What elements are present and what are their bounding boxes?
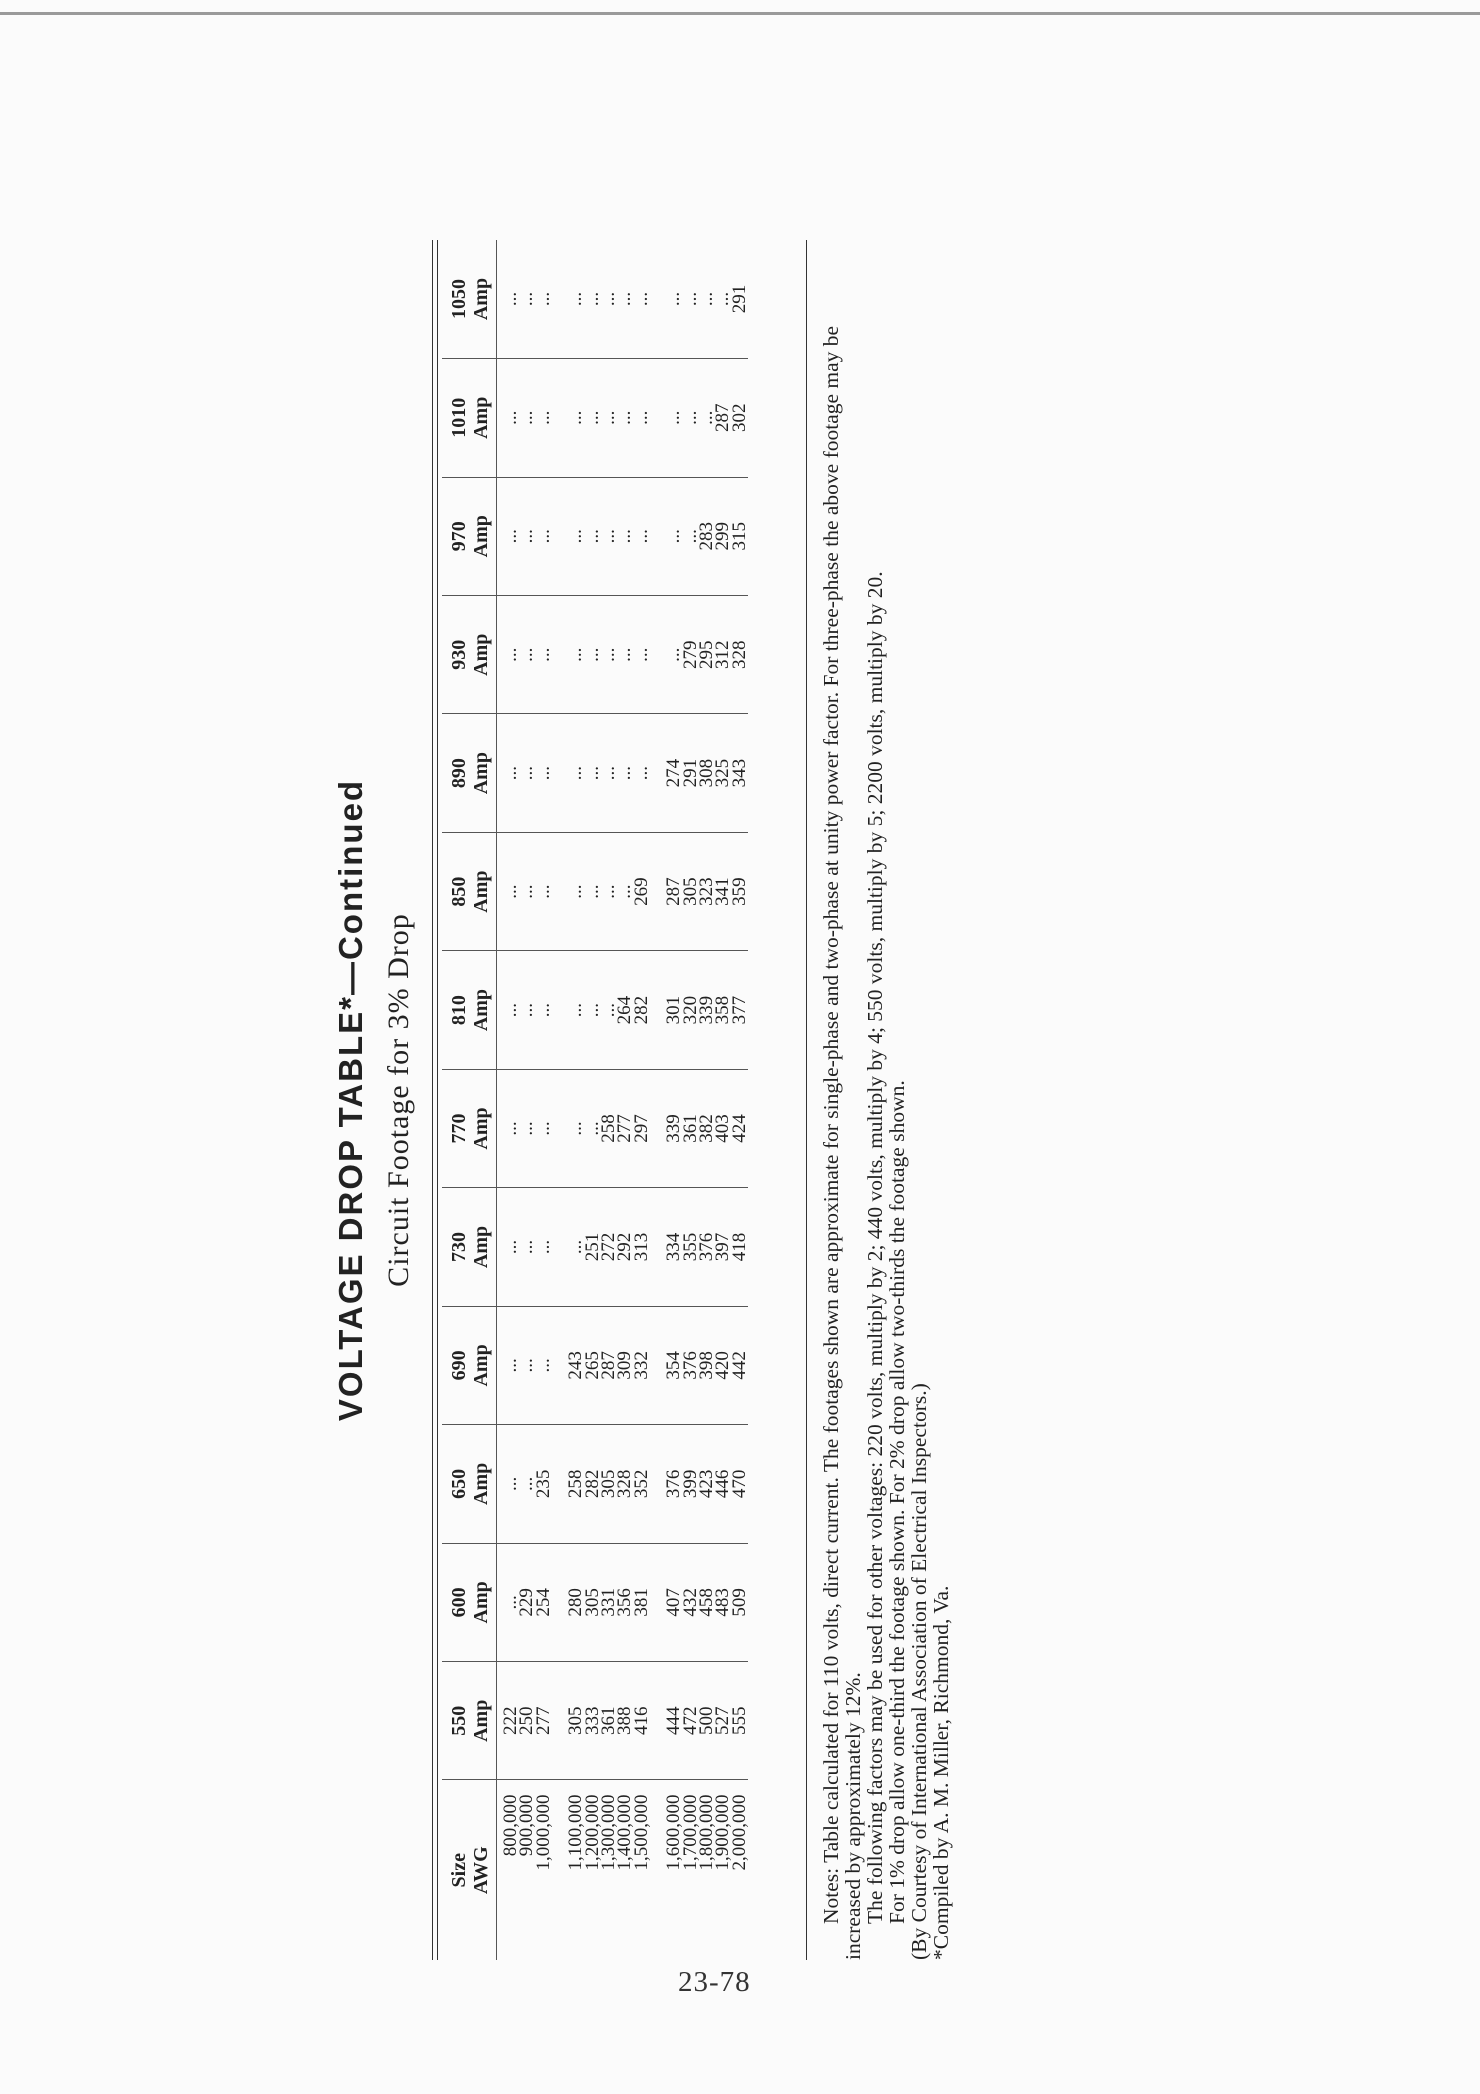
cell-footage: 472	[683, 1662, 699, 1780]
cell-footage: 292	[617, 1188, 633, 1306]
cell-footage: ...	[519, 1306, 535, 1424]
voltage-drop-table	[442, 240, 748, 1960]
cell-footage: ...	[601, 832, 617, 950]
table-top-rule-2	[437, 240, 438, 1960]
cell-size: 800,000	[500, 1794, 521, 1857]
cell-footage: 323	[699, 832, 715, 950]
cell-footage: 339	[699, 951, 715, 1069]
cell-footage: 403	[715, 1069, 731, 1187]
header-amp-column: 970 Amp	[442, 477, 497, 595]
note-compiled-by: *Compiled by A. M. Miller, Richmond, Va.	[929, 1585, 953, 1960]
header-amp-column: 770 Amp	[442, 1069, 497, 1187]
table-row	[715, 240, 731, 1960]
cell-footage: 264	[617, 951, 633, 1069]
cell-footage: ...	[634, 477, 650, 595]
cell-footage: 328	[617, 1425, 633, 1543]
cell-footage: ...	[497, 1069, 520, 1187]
cell-footage: 424	[732, 1069, 748, 1187]
cell-footage: 377	[732, 951, 748, 1069]
rotated-page-content	[320, 240, 1080, 1960]
cell-footage: 287	[715, 359, 731, 477]
cell-footage: ...	[519, 832, 535, 950]
cell-footage: 299	[715, 477, 731, 595]
cell-footage: 302	[732, 359, 748, 477]
cell-footage: ...	[536, 951, 552, 1069]
note-voltage-factors: The following factors may be used for other voltages: 220 volts, multiply by 2; 440 volts, multiply by 4; 550 volts, multiply by 5; 2200 volts, multiply by 20.	[863, 571, 887, 1924]
cell-footage: 376	[699, 1188, 715, 1306]
cell-footage: ...	[519, 1188, 535, 1306]
cell-footage: ...	[519, 951, 535, 1069]
cell-footage: ...	[497, 359, 520, 477]
cell-footage: ...	[634, 714, 650, 832]
cell-footage: ...	[497, 1188, 520, 1306]
cell-footage: ...	[497, 1425, 520, 1543]
table-notes	[820, 240, 952, 1960]
table-row	[497, 240, 520, 1960]
cell-size: 1,800,000	[696, 1794, 718, 1871]
cell-footage: ...	[585, 595, 601, 713]
note-courtesy: (By Courtesy of International Association of Electrical Inspectors.)	[907, 1383, 931, 1960]
cell-footage: 305	[683, 832, 699, 950]
cell-footage: 282	[585, 1425, 601, 1543]
cell-footage: ...	[497, 1306, 520, 1424]
table-row	[699, 240, 715, 1960]
cell-footage: 382	[699, 1069, 715, 1187]
cell-footage: 423	[699, 1425, 715, 1543]
cell-size: 1,900,000	[712, 1794, 734, 1871]
cell-footage: ...	[536, 1188, 552, 1306]
cell-footage: ...	[519, 240, 535, 359]
cell-footage: 277	[536, 1662, 552, 1780]
table-row	[732, 240, 748, 1960]
cell-footage: ...	[617, 477, 633, 595]
cell-footage: ...	[497, 477, 520, 595]
cell-footage: 555	[732, 1662, 748, 1780]
table-row	[601, 240, 617, 1960]
cell-footage: ...	[585, 832, 601, 950]
cell-footage: ...	[568, 714, 584, 832]
cell-footage: ...	[519, 477, 535, 595]
header-amp-column: 730 Amp	[442, 1188, 497, 1306]
header-amp-column: 550 Amp	[442, 1662, 497, 1780]
cell-footage: ...	[536, 1306, 552, 1424]
cell-footage: 287	[601, 1306, 617, 1424]
header-amp-column: 1010 Amp	[442, 359, 497, 477]
cell-footage: 509	[732, 1543, 748, 1661]
cell-footage: 361	[683, 1069, 699, 1187]
cell-footage: 416	[634, 1662, 650, 1780]
cell-size: 1,400,000	[614, 1794, 636, 1871]
cell-footage: ...	[634, 359, 650, 477]
cell-footage: 315	[732, 477, 748, 595]
group-spacer	[650, 240, 666, 1960]
cell-footage: ...	[497, 714, 520, 832]
header-amp-column: 650 Amp	[442, 1425, 497, 1543]
cell-footage: ...	[585, 951, 601, 1069]
page-title: VOLTAGE DROP TABLE*—Continued	[332, 778, 369, 1422]
cell-footage: 320	[683, 951, 699, 1069]
cell-footage: ...	[634, 595, 650, 713]
cell-footage: 258	[568, 1425, 584, 1543]
cell-footage: 500	[699, 1662, 715, 1780]
cell-size: 1,000,000	[532, 1794, 554, 1871]
cell-footage: ...	[634, 240, 650, 359]
cell-footage: 274	[666, 714, 682, 832]
cell-footage: ...	[666, 359, 682, 477]
scan-top-edge	[0, 12, 1480, 15]
cell-footage: 341	[715, 832, 731, 950]
header-amp-column: 810 Amp	[442, 951, 497, 1069]
cell-footage: 358	[715, 951, 731, 1069]
cell-footage: 444	[666, 1662, 682, 1780]
cell-footage: 251	[585, 1188, 601, 1306]
cell-footage: 308	[699, 714, 715, 832]
cell-footage: 282	[634, 951, 650, 1069]
cell-footage: 483	[715, 1543, 731, 1661]
header-amp-column: 890 Amp	[442, 714, 497, 832]
cell-footage: ...	[585, 359, 601, 477]
cell-footage: 277	[617, 1069, 633, 1187]
cell-footage: ...	[699, 240, 715, 359]
cell-footage: ...	[617, 714, 633, 832]
cell-footage: ...	[568, 832, 584, 950]
note-drop-percentages: For 1% drop allow one-third the footage shown. For 2% drop allow two-thirds the footage shown.	[885, 1080, 909, 1924]
header-amp-column: 600 Amp	[442, 1543, 497, 1661]
header-size-awg: Size AWG	[442, 1780, 497, 1960]
cell-footage: ...	[601, 477, 617, 595]
cell-footage: 343	[732, 714, 748, 832]
note-calculation: Notes: Table calculated for 110 volts, direct current. The footages shown are approximate for single-phase and two-phase at unity power factor. For three-phase the above footage may be increased by approximately 12%.	[819, 325, 865, 1960]
cell-footage: 333	[585, 1662, 601, 1780]
cell-footage: ...	[699, 359, 715, 477]
cell-footage: ...	[536, 359, 552, 477]
cell-footage: 446	[715, 1425, 731, 1543]
cell-footage: 331	[601, 1543, 617, 1661]
cell-footage: ...	[497, 951, 520, 1069]
cell-footage: ...	[666, 240, 682, 359]
cell-footage: ...	[601, 240, 617, 359]
cell-footage: 305	[601, 1425, 617, 1543]
cell-footage: ...	[585, 240, 601, 359]
cell-footage: 313	[634, 1188, 650, 1306]
cell-footage: ...	[601, 359, 617, 477]
cell-footage: ...	[683, 359, 699, 477]
cell-footage: ...	[617, 595, 633, 713]
page-subtitle: Circuit Footage for 3% Drop	[382, 913, 415, 1287]
table-row	[585, 240, 601, 1960]
table-bottom-rule	[806, 240, 807, 1960]
cell-footage: 381	[634, 1543, 650, 1661]
cell-footage: ...	[519, 595, 535, 713]
cell-footage: 312	[715, 595, 731, 713]
cell-footage: 291	[683, 714, 699, 832]
cell-size: 1,700,000	[679, 1794, 701, 1871]
cell-footage: 354	[666, 1306, 682, 1424]
table-header-row	[442, 240, 497, 1960]
cell-footage: ...	[666, 477, 682, 595]
cell-footage: 418	[732, 1188, 748, 1306]
cell-footage: 399	[683, 1425, 699, 1543]
cell-footage: 235	[536, 1425, 552, 1543]
cell-footage: ...	[536, 832, 552, 950]
header-amp-column: 1050 Amp	[442, 240, 497, 359]
cell-footage: ...	[585, 714, 601, 832]
cell-footage: 458	[699, 1543, 715, 1661]
header-amp-column: 690 Amp	[442, 1306, 497, 1424]
cell-footage: 325	[715, 714, 731, 832]
cell-footage: 301	[666, 951, 682, 1069]
cell-footage: 265	[585, 1306, 601, 1424]
cell-footage: ...	[601, 714, 617, 832]
cell-footage: 420	[715, 1306, 731, 1424]
cell-footage: ...	[617, 832, 633, 950]
cell-footage: 297	[634, 1069, 650, 1187]
cell-footage: ...	[536, 595, 552, 713]
group-spacer	[552, 240, 568, 1960]
cell-footage: 397	[715, 1188, 731, 1306]
cell-footage: ...	[585, 477, 601, 595]
header-amp-column: 930 Amp	[442, 595, 497, 713]
cell-footage: ...	[568, 951, 584, 1069]
cell-footage: 222	[497, 1662, 520, 1780]
table-row	[617, 240, 633, 1960]
cell-footage: ...	[666, 595, 682, 713]
cell-footage: ...	[536, 240, 552, 359]
cell-footage: ...	[519, 714, 535, 832]
page-number: 23-78	[678, 1966, 751, 1998]
cell-footage: 254	[536, 1543, 552, 1661]
cell-footage: ...	[497, 595, 520, 713]
cell-footage: ...	[617, 240, 633, 359]
cell-footage: ...	[568, 477, 584, 595]
cell-footage: ...	[585, 1069, 601, 1187]
cell-footage: 356	[617, 1543, 633, 1661]
cell-footage: 332	[634, 1306, 650, 1424]
cell-footage: 272	[601, 1188, 617, 1306]
cell-footage: ...	[617, 359, 633, 477]
cell-footage: 339	[666, 1069, 682, 1187]
cell-footage: 283	[699, 477, 715, 595]
cell-size: 1,200,000	[581, 1794, 603, 1871]
cell-footage: 279	[683, 595, 699, 713]
cell-footage: ...	[536, 1069, 552, 1187]
cell-footage: 355	[683, 1188, 699, 1306]
cell-footage: 243	[568, 1306, 584, 1424]
cell-footage: 258	[601, 1069, 617, 1187]
cell-footage: ...	[683, 240, 699, 359]
cell-footage: 269	[634, 832, 650, 950]
cell-footage: 376	[683, 1306, 699, 1424]
cell-footage: 432	[683, 1543, 699, 1661]
cell-size: 2,000,000	[728, 1794, 750, 1871]
cell-footage: 398	[699, 1306, 715, 1424]
cell-footage: 229	[519, 1543, 535, 1661]
table-row	[634, 240, 650, 1960]
cell-footage: 305	[585, 1543, 601, 1661]
cell-footage: ...	[601, 951, 617, 1069]
cell-footage: 359	[732, 832, 748, 950]
table-row	[519, 240, 535, 1960]
cell-footage: ...	[519, 1425, 535, 1543]
cell-footage: 291	[732, 240, 748, 359]
table-row	[536, 240, 552, 1960]
cell-footage: 527	[715, 1662, 731, 1780]
cell-footage: 388	[617, 1662, 633, 1780]
cell-footage: ...	[536, 477, 552, 595]
cell-size: 1,300,000	[598, 1794, 620, 1871]
cell-footage: 334	[666, 1188, 682, 1306]
cell-footage: ...	[519, 1069, 535, 1187]
cell-size: 1,500,000	[630, 1794, 652, 1871]
cell-footage: ...	[568, 595, 584, 713]
cell-footage: 352	[634, 1425, 650, 1543]
cell-size: 900,000	[516, 1794, 538, 1857]
table-top-rule	[432, 240, 433, 1960]
header-amp-column: 850 Amp	[442, 832, 497, 950]
cell-footage: ...	[601, 595, 617, 713]
table-row	[666, 240, 682, 1960]
cell-footage: 295	[699, 595, 715, 713]
cell-footage: ...	[683, 477, 699, 595]
cell-footage: 309	[617, 1306, 633, 1424]
cell-footage: ...	[568, 359, 584, 477]
cell-footage: 280	[568, 1543, 584, 1661]
cell-footage: ...	[568, 1188, 584, 1306]
cell-footage: 407	[666, 1543, 682, 1661]
cell-footage: ...	[568, 1069, 584, 1187]
cell-footage: ...	[497, 240, 520, 359]
table-row	[568, 240, 584, 1960]
cell-footage: 287	[666, 832, 682, 950]
cell-size: 1,600,000	[663, 1794, 685, 1871]
cell-footage: 305	[568, 1662, 584, 1780]
cell-footage: 361	[601, 1662, 617, 1780]
table-row	[683, 240, 699, 1960]
cell-footage: ...	[536, 714, 552, 832]
cell-footage: 376	[666, 1425, 682, 1543]
cell-size: 1,100,000	[565, 1794, 587, 1871]
cell-footage: 470	[732, 1425, 748, 1543]
cell-footage: ...	[519, 359, 535, 477]
cell-footage: 250	[519, 1662, 535, 1780]
cell-footage: ...	[497, 1543, 520, 1661]
cell-footage: 328	[732, 595, 748, 713]
cell-footage: ...	[715, 240, 731, 359]
cell-footage: ...	[568, 240, 584, 359]
cell-footage: ...	[497, 832, 520, 950]
cell-footage: 442	[732, 1306, 748, 1424]
